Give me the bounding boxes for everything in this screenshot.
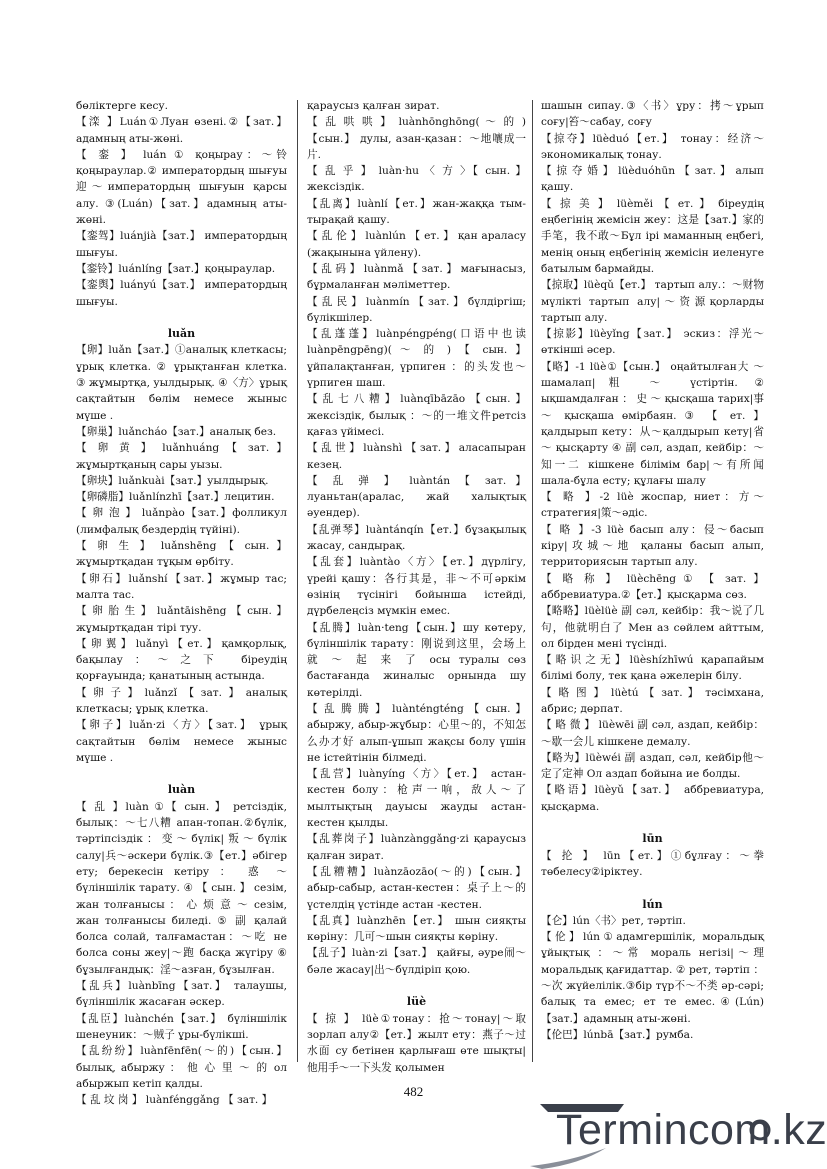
page-number: 482 — [403, 1084, 424, 1099]
site-logo — [528, 1098, 827, 1169]
spacer — [76, 310, 287, 326]
dictionary-entry: 【略为】lüèwéi 副 аздап, сәл, кейбір他～定了定神 Ол аздап бойына ие болды. — [541, 751, 764, 781]
dictionary-entry: 【略略】lüèlüè 副 сәл, кейбір：我～说了几句，他就明白了 Мен аз сөйлем айттым, ол бірден мені түсінді. — [541, 605, 764, 650]
dictionary-entry: 【 乱 】luàn ①【 сын. 】 ретсіздік, былық：～七八糟 апан-топан.②бүлік, тәртіпсіздік：变～бүлік|叛～бүлік салу|兵～әскери бүлік.③【ет.】әбігер ету; берекесін кетіру ： 惑 ～ бүлiншілік тарату. ④ 【 сын. 】 сезім, жан толғанысы ： 心 烦 意 ～ сезім, жан толғанысы биледі. ⑤ 副 қалай болса солай, талғамастан：～吃 не болса соны жеу|～跑 басқа жүгіру ⑥ бұзылғандық：淫～азған, бұзылған. — [76, 800, 287, 976]
dictionary-entry: 【 抡 】 lūn【ет.】①бұлғау：～拳 төбелесу②іріктеу. — [541, 849, 764, 878]
dictionary-entry: 【伦】lún①адамгершілік, моральдық ұйықтық ：～常 мораль негізі|～理моральдық қағидаттар. ② рет, тәртіп ：～次 жүйелілік.③бір түр不～不类 әр-сәрі; балық та емес; ет те емес.④(Lún)【зат.】адамның аты-жөні. — [541, 931, 764, 1025]
dictionary-entry: 【略语】lüèyǔ【зат.】 аббревиатура, қысқарма. — [541, 784, 764, 813]
column-1 — [76, 98, 287, 1108]
dictionary-entry: 【卵巢】luǎncháo【зат.】аналық без. — [76, 425, 277, 438]
logo-text: Termincom.kz — [556, 1106, 827, 1154]
dictionary-entry: 【 乱 坟 岗 】 luànfénggǎng 【 зат. 】 — [76, 1094, 273, 1107]
section-heading: lūn — [642, 832, 663, 846]
dictionary-entry: 【略识之无】lüèshízhīwú қарапайым білімі болу, тек қана әжелерін білу. — [541, 654, 764, 683]
dictionary-entry: 【乱离】luànlí【ет.】жан-жаққа тым-тырақай қашу. — [307, 197, 526, 227]
dictionary-entry: 【 乱 哄 哄 】 luànhōnghōng( ～ 的 ) 【сын.】 дулы, азан-қазан：～地嚷成一片. — [307, 116, 526, 161]
dictionary-entry: 【 乱 伦 】 luànlún 【 ет. 】 қан араласу (жақынына үйлену). — [307, 230, 526, 259]
section-heading: luǎn — [167, 327, 196, 341]
dictionary-entry: 【 掠 】 lüè①тонау：抢～тонау|～取зорлап алу②【ет.】жылт ету：燕子～过水面 су бетінен қарлығаш өте шықты|他用手～一下头发 қолымен — [307, 1012, 526, 1074]
dictionary-entry: 【卵】luǎn【зат.】①аналық клеткасы; ұрық клетка. ② ұрықтанған клетка. ③ жұмыртқа, уылдырық. ④〈方〉ұрық сақтайтын бөлім немесе жыныс мүше . — [76, 344, 287, 422]
dictionary-entry: 【 略 】-3 lüè басып алу：侵～басып кіру|攻城～地 қаланы басып алып, территориясын тартып алу. — [541, 523, 764, 569]
dictionary-entry: 【掠取】lüèqǔ【ет.】 тартып алу.：～财物 мүлікті тартып алу|～资源қорларды тартып алу. — [541, 279, 764, 324]
dictionary-entry: 【掠影】lüèyǐng【зат.】 эскиз：浮光～өткінші әсер. — [541, 328, 764, 357]
dictionary-entry: 【卵块】luǎnkuài【зат.】уылдырық. — [76, 474, 269, 487]
section-heading: luàn — [167, 783, 196, 797]
dictionary-entry: 【乱蓬蓬】luànpéngpéng(口语中也读luànpēngpēng)( ～ 的 ) 【 сын. 】 ұйпалақтанған, үрпиген ：的头发也～ үрпиген шаш. — [307, 328, 526, 390]
dictionary-entry: 【 略 称 】 lüèchēng ① 【 зат. 】 аббревиатура.②【ет.】қысқарма сөз. — [541, 572, 764, 601]
dictionary-entry: 【乱腾】luàn·teng【сын.】шу көтеру, бүлiншілік тарату：刚说到这里，会场上 就 ～ 起 来 了 осы туралы сөз бастағанда жиналыс орнында шу көтерілді. — [307, 621, 526, 699]
dictionary-entry: 【乱世】luànshì【зат.】аласапыран кезең. — [307, 442, 526, 471]
dictionary-entry: 【 略 】-2 lüè жоспар, ниет：方～стратегия|策～әдіс. — [541, 491, 764, 520]
dictionary-entry: 【乱七八糟】luànqībāzāo【сын.】 жексіздік, былық ：～的一堆文件ретсіз қағаз үйімесі. — [307, 393, 526, 438]
dictionary-entry: 【銮铃】luánlíng【зат.】қоңыраулар. — [76, 262, 276, 275]
dictionary-entry: 【卵子】luǎnzǐ【зат.】аналық клеткасы; ұрық клетка. — [76, 686, 287, 715]
dictionary-entry: 【卵磷脂】luǎnlínzhī【зат.】лецитин. — [76, 491, 275, 504]
dictionary-entry: 【 乱 弹 】 luàntán 【 зат. 】 луаньтан(аралас, жай халықтық әуендер). — [307, 474, 526, 520]
dictionary-entry: 【銮驾】luánjià【зат.】 императордың шығуы. — [76, 230, 287, 259]
dictionary-entry: 【乱弹琴】luàntánqín【ет.】бұзақылық жасау, сандырақ. — [307, 523, 526, 553]
dictionary-entry: 【乱子】luàn·zi【зат.】 қайғы, әуре闹～бәле жасау|出～бүлдіріп қою. — [307, 947, 526, 976]
spacer — [76, 766, 287, 782]
dictionary-entry: 【乱营】luànyíng〈方〉【ет.】 астан-кестен болу：枪声一响，敌人～了мылтықтың дауысы жауды астан-кестен қылды. — [307, 768, 526, 830]
dictionary-entry: 【乱葬岗子】luànzànggǎng·zi қараусыз қалған зират. — [307, 833, 526, 862]
dictionary-entry: 【卵石】luǎnshí【зат.】жұмыр тас; малта тас. — [76, 572, 287, 601]
dictionary-entry: 【乱兵】luànbīng【зат.】 талаушы, бүлiншілік жасаған әскер. — [76, 980, 287, 1009]
dictionary-entry: 【乱纷纷】luànfēnfēn(～的)【сын.】 былық, абыржу ： 他 心 里 ～ 的 ол абыржып кетіп қалды. — [76, 1045, 287, 1090]
column-2 — [307, 98, 526, 1076]
dictionary-entry: 【 略 图 】 lüètú 【 зат. 】 тәсімхана, абрис; дөрпат. — [541, 686, 764, 715]
dictionary-entry: 【 乱 民 】 luànmín 【 зат. 】 бүлдіргіш; бүлікшілер. — [307, 295, 526, 324]
dictionary-entry: 【略】-1 lüè①【сын.】 оңайтылған大 ～ шамалап|粗 ～ үстіртін. ② ықшамдалған ： 史 ～ қысқаша тарих|事 ～ қысқаша өмірбаян. ③ 【 ет. 】 қалдырып кету：从～қалдырып кету|省 ～ қысқарту ④ 副 сәл, аздап, кейбір：～知一二 кішкене білімім бар|～有所闻 шала-бұла есту; құлағы шалу — [541, 360, 764, 487]
dictionary-entry: 【伦巴】lúnbā【зат.】румба. — [541, 1028, 694, 1041]
dictionary-entry: 【仑】lún〈书〉рет, тәртіп. — [541, 914, 686, 927]
dictionary-entry: 【乱真】luànzhēn【ет.】 шын сияқты көріну：几可～шын сияқты көріну. — [307, 914, 526, 944]
dictionary-entry: 【 卵 黄 】 luǎnhuáng 【 зат. 】 жұмыртқаның сары уызы. — [76, 442, 287, 471]
dictionary-entry: 【 卵 胎 生 】 luǎntāishēng 【 сын. 】 жұмыртқадан тірі туу. — [76, 605, 287, 634]
dictionary-entry: 【 卵 泡 】 luǎnpào【зат.】фолликул (лимфалық бездердің түйіні). — [76, 507, 287, 536]
dictionary-entry: 【卵子】luǎn·zi〈方〉【зат.】 ұрық сақтайтын бөлім немесе жыныс мүше . — [76, 719, 287, 764]
dictionary-entry: 【 掠 夺 婚 】 lüèduóhūn 【 зат. 】 алып қашу. — [541, 165, 764, 194]
dictionary-entry: 【乱套】luàntào〈方〉【ет.】дүрлігу, үрейі қашу：各行其是，非～不可әркім өзінің түсінігі бойынша істейді, дүрбелеңсіз мүмкін емес. — [307, 556, 526, 618]
dictionary-entry: 【乱码】luànmǎ【зат.】мағынасыз, бұрмаланған мәліметтер. — [307, 262, 526, 292]
dictionary-entry: шашын сипау.③〈书〉ұру：拷～ұрып соғу|笞～сабау, соғу — [541, 100, 764, 129]
column-divider — [532, 100, 533, 1062]
dictionary-entry: 【 乱 腾 腾 】 luànténgténg 【 сын. 】 абыржу, абыр-жұбыр：心里～的，不知怎么办才好 алып-ұшып жақсы болу үшін не істейтінін білмеді. — [307, 702, 526, 764]
column-3 — [541, 98, 764, 1043]
spacer — [541, 815, 764, 831]
dictionary-entry: қараусыз қалған зират. — [307, 100, 440, 112]
dictionary-entry: 【 卵 翼 】 luǎnyì 【 ет. 】 қамқорлық, бақылау：～之下 біреудің қорғауында; қанатының астында. — [76, 637, 287, 683]
dictionary-entry: 【 乱 乎 】 luàn·hu 〈 方 〉【 сын. 】 жексіздік. — [307, 165, 526, 194]
column-divider — [297, 100, 298, 1062]
spacer — [307, 978, 526, 994]
dictionary-entry: 【乱臣】luànchén【зат.】 бүлiншілік шенеуник：～贼子 ұры-бүлікші. — [76, 1012, 287, 1041]
dictionary-entry: 【 銮 】 luán ① қоңырау：～铃қоңыраулар.② императордың шығуы 迎～императордың шығуын қарсы алу. ③(Luán)【зат.】адамның аты-жөні. — [76, 148, 287, 227]
dictionary-entry: 【 卵 生 】 luǎnshēng 【 сын. 】 жұмыртқадан тұқым өрбіту. — [76, 540, 287, 569]
section-heading: lún — [642, 897, 663, 911]
section-heading: lüè — [406, 995, 427, 1009]
dictionary-entry: бөліктерге кесу. — [76, 100, 169, 112]
dictionary-entry: 【 略 微 】 lüèwēi 副 сәл, аздап, кейбір：～歇一会儿 кішкене демалу. — [541, 719, 764, 748]
dictionary-entry: 【乱糟糟】luànzāozāo(～的)【сын.】абыр-сабыр, астан-кестен：桌子上～的үстелдің үстінде астан -кестен. — [307, 865, 526, 911]
spacer — [541, 880, 764, 896]
dictionary-entry: 【 掠 美 】 lüèměi 【 ет. 】 біреудің еңбегінің жемісін жеу：这是【зат.】家的手笔，我不敢～Бұл ірі маманның еңбегі, менің оның еңбегінің жемісін иеленуге батылым бармайды. — [541, 197, 764, 275]
dictionary-entry: 【銮舆】luányú【зат.】 императордың шығуы. — [76, 279, 287, 308]
dictionary-entry: 【滦 】Luán①Луан өзені.②【зат.】адамның аты-жөні. — [76, 116, 287, 145]
dictionary-entry: 【掠夺】lüèduó【ет.】 тонау：经济～экономикалық тонау. — [541, 132, 764, 161]
